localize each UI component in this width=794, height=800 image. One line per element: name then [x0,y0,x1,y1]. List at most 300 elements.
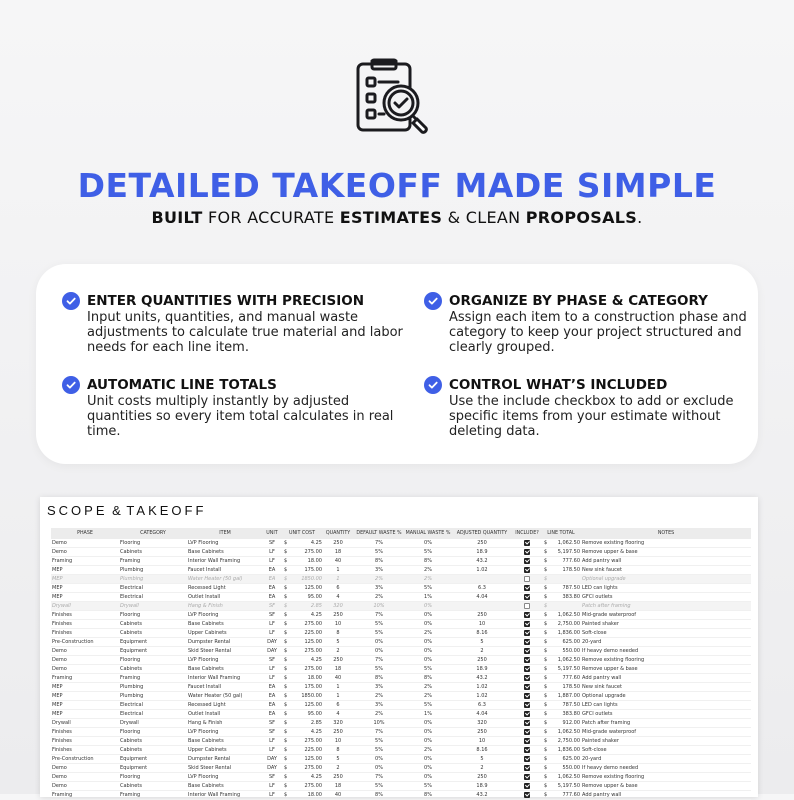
item-cell[interactable]: Hang & Finish [187,719,263,728]
unit-cell[interactable]: SF [263,611,281,620]
unit-cell[interactable]: LF [263,674,281,683]
manual-waste-cell[interactable]: 0% [405,620,451,629]
notes-cell[interactable]: Soft-close [581,746,751,755]
item-cell[interactable]: Recessed Light [187,584,263,593]
phase-cell[interactable]: MEP [51,701,119,710]
phase-cell[interactable]: Pre-Construction [51,638,119,647]
unit-cost-cell[interactable] [281,773,323,782]
default-waste-cell[interactable]: 5% [353,665,405,674]
manual-waste-cell[interactable]: 0% [405,737,451,746]
default-waste-cell[interactable]: 5% [353,737,405,746]
default-waste-cell[interactable]: 10% [353,719,405,728]
default-waste-cell[interactable]: 3% [353,566,405,575]
notes-cell[interactable]: Patch after framing [581,719,751,728]
unit-cost-cell[interactable] [281,620,323,629]
include-checkbox[interactable] [524,558,530,564]
phase-cell[interactable]: MEP [51,710,119,719]
item-cell[interactable]: LVP Flooring [187,656,263,665]
category-cell[interactable]: Flooring [119,611,187,620]
notes-cell[interactable]: If heavy demo needed [581,647,751,656]
category-cell[interactable]: Drywall [119,602,187,611]
item-cell[interactable]: Dumpster Rental [187,638,263,647]
unit-cost-cell[interactable] [281,683,323,692]
include-checkbox[interactable] [524,774,530,780]
quantity-cell[interactable]: 250 [323,728,353,737]
unit-cell[interactable]: SF [263,773,281,782]
manual-waste-cell[interactable]: 2% [405,629,451,638]
column-header[interactable]: QUANTITY [323,528,353,539]
include-checkbox[interactable] [524,549,530,555]
unit-cost-cell[interactable] [281,584,323,593]
category-cell[interactable]: Cabinets [119,665,187,674]
item-cell[interactable]: Dumpster Rental [187,755,263,764]
notes-cell[interactable]: Add pantry wall [581,557,751,566]
quantity-cell[interactable]: 18 [323,782,353,791]
unit-cell[interactable]: LF [263,746,281,755]
item-cell[interactable]: Base Cabinets [187,737,263,746]
phase-cell[interactable]: Drywall [51,719,119,728]
quantity-cell[interactable]: 6 [323,701,353,710]
item-cell[interactable]: Faucet Install [187,683,263,692]
item-cell[interactable]: Interior Wall Framing [187,674,263,683]
item-cell[interactable]: Recessed Light [187,701,263,710]
unit-cost-cell[interactable] [281,611,323,620]
notes-cell[interactable]: Remove existing flooring [581,656,751,665]
default-waste-cell[interactable]: 7% [353,539,405,548]
notes-cell[interactable]: Optional upgrade [581,692,751,701]
item-cell[interactable]: LVP Flooring [187,611,263,620]
column-header[interactable]: NOTES [581,528,751,539]
unit-cell[interactable]: EA [263,701,281,710]
unit-cell[interactable]: LF [263,737,281,746]
column-header[interactable]: UNIT [263,528,281,539]
unit-cell[interactable]: LF [263,557,281,566]
notes-cell[interactable]: Patch after framing [581,602,751,611]
unit-cost-cell[interactable] [281,647,323,656]
unit-cell[interactable]: LF [263,782,281,791]
unit-cell[interactable]: LF [263,620,281,629]
notes-cell[interactable]: Remove upper & base [581,665,751,674]
manual-waste-cell[interactable]: 1% [405,710,451,719]
category-cell[interactable]: Cabinets [119,629,187,638]
category-cell[interactable]: Electrical [119,593,187,602]
item-cell[interactable]: LVP Flooring [187,728,263,737]
phase-cell[interactable]: Demo [51,782,119,791]
unit-cost-cell[interactable] [281,629,323,638]
category-cell[interactable]: Plumbing [119,692,187,701]
unit-cell[interactable]: EA [263,692,281,701]
default-waste-cell[interactable]: 7% [353,656,405,665]
item-cell[interactable]: Outlet Install [187,593,263,602]
quantity-cell[interactable]: 2 [323,647,353,656]
unit-cost-cell[interactable] [281,665,323,674]
include-checkbox[interactable] [524,792,530,798]
default-waste-cell[interactable]: 3% [353,584,405,593]
include-checkbox[interactable] [524,576,530,582]
quantity-cell[interactable]: 2 [323,764,353,773]
notes-cell[interactable]: LED can lights [581,584,751,593]
unit-cost-cell[interactable] [281,710,323,719]
default-waste-cell[interactable]: 5% [353,629,405,638]
phase-cell[interactable]: MEP [51,575,119,584]
item-cell[interactable]: Upper Cabinets [187,629,263,638]
unit-cost-cell[interactable] [281,764,323,773]
default-waste-cell[interactable]: 0% [353,647,405,656]
manual-waste-cell[interactable]: 1% [405,593,451,602]
unit-cost-cell[interactable] [281,782,323,791]
include-checkbox[interactable] [524,756,530,762]
column-header[interactable]: DEFAULT WASTE % [353,528,405,539]
manual-waste-cell[interactable]: 8% [405,557,451,566]
notes-cell[interactable]: Remove existing flooring [581,539,751,548]
item-cell[interactable]: Interior Wall Framing [187,557,263,566]
column-header[interactable]: MANUAL WASTE % [405,528,451,539]
include-checkbox[interactable] [524,630,530,636]
phase-cell[interactable]: MEP [51,593,119,602]
quantity-cell[interactable]: 5 [323,755,353,764]
unit-cell[interactable]: SF [263,728,281,737]
manual-waste-cell[interactable]: 8% [405,791,451,800]
item-cell[interactable]: LVP Flooring [187,773,263,782]
quantity-cell[interactable]: 4 [323,710,353,719]
notes-cell[interactable]: Mid-grade waterproof [581,611,751,620]
unit-cell[interactable]: SF [263,656,281,665]
quantity-cell[interactable]: 320 [323,719,353,728]
item-cell[interactable]: Skid Steer Rental [187,647,263,656]
category-cell[interactable]: Cabinets [119,620,187,629]
item-cell[interactable]: Base Cabinets [187,782,263,791]
category-cell[interactable]: Flooring [119,539,187,548]
default-waste-cell[interactable]: 2% [353,593,405,602]
quantity-cell[interactable]: 40 [323,557,353,566]
notes-cell[interactable]: 20-yard [581,755,751,764]
quantity-cell[interactable]: 10 [323,737,353,746]
manual-waste-cell[interactable]: 8% [405,674,451,683]
column-header[interactable]: LINE TOTAL [541,528,581,539]
unit-cell[interactable]: DAY [263,764,281,773]
notes-cell[interactable]: Soft-close [581,629,751,638]
default-waste-cell[interactable]: 10% [353,602,405,611]
default-waste-cell[interactable]: 8% [353,557,405,566]
manual-waste-cell[interactable]: 5% [405,548,451,557]
item-cell[interactable]: Water Heater (50 gal) [187,692,263,701]
unit-cost-cell[interactable] [281,755,323,764]
include-checkbox[interactable] [524,666,530,672]
default-waste-cell[interactable]: 0% [353,764,405,773]
manual-waste-cell[interactable]: 0% [405,719,451,728]
include-checkbox[interactable] [524,567,530,573]
default-waste-cell[interactable]: 0% [353,755,405,764]
unit-cell[interactable]: EA [263,575,281,584]
quantity-cell[interactable]: 40 [323,674,353,683]
unit-cell[interactable]: DAY [263,647,281,656]
unit-cost-cell[interactable] [281,728,323,737]
manual-waste-cell[interactable]: 0% [405,755,451,764]
notes-cell[interactable]: Optional upgrade [581,575,751,584]
manual-waste-cell[interactable]: 2% [405,683,451,692]
include-checkbox[interactable] [524,585,530,591]
category-cell[interactable]: Cabinets [119,548,187,557]
column-header[interactable]: ITEM [187,528,263,539]
quantity-cell[interactable]: 5 [323,638,353,647]
category-cell[interactable]: Framing [119,557,187,566]
default-waste-cell[interactable]: 0% [353,638,405,647]
item-cell[interactable]: Base Cabinets [187,548,263,557]
column-header[interactable]: INCLUDE? [513,528,541,539]
quantity-cell[interactable]: 320 [323,602,353,611]
phase-cell[interactable]: MEP [51,584,119,593]
item-cell[interactable]: Skid Steer Rental [187,764,263,773]
default-waste-cell[interactable]: 5% [353,746,405,755]
unit-cell[interactable]: SF [263,539,281,548]
phase-cell[interactable]: Framing [51,791,119,800]
phase-cell[interactable]: Pre-Construction [51,755,119,764]
phase-cell[interactable]: Finishes [51,611,119,620]
notes-cell[interactable]: Remove upper & base [581,782,751,791]
default-waste-cell[interactable]: 2% [353,692,405,701]
column-header[interactable]: CATEGORY [119,528,187,539]
notes-cell[interactable]: Add pantry wall [581,674,751,683]
default-waste-cell[interactable]: 5% [353,782,405,791]
default-waste-cell[interactable]: 7% [353,773,405,782]
notes-cell[interactable]: Mid-grade waterproof [581,728,751,737]
manual-waste-cell[interactable]: 5% [405,782,451,791]
item-cell[interactable]: Hang & Finish [187,602,263,611]
category-cell[interactable]: Cabinets [119,782,187,791]
quantity-cell[interactable]: 4 [323,593,353,602]
manual-waste-cell[interactable]: 0% [405,773,451,782]
item-cell[interactable]: Faucet Install [187,566,263,575]
item-cell[interactable]: Interior Wall Framing [187,791,263,800]
include-checkbox[interactable] [524,783,530,789]
unit-cost-cell[interactable] [281,746,323,755]
default-waste-cell[interactable]: 3% [353,683,405,692]
item-cell[interactable]: Upper Cabinets [187,746,263,755]
include-checkbox[interactable] [524,540,530,546]
include-checkbox[interactable] [524,747,530,753]
item-cell[interactable]: Base Cabinets [187,665,263,674]
manual-waste-cell[interactable]: 2% [405,566,451,575]
item-cell[interactable]: Water Heater (50 gal) [187,575,263,584]
phase-cell[interactable]: Demo [51,773,119,782]
category-cell[interactable]: Plumbing [119,683,187,692]
phase-cell[interactable]: Framing [51,557,119,566]
unit-cell[interactable]: EA [263,593,281,602]
unit-cost-cell[interactable] [281,692,323,701]
unit-cell[interactable]: EA [263,566,281,575]
phase-cell[interactable]: Demo [51,548,119,557]
unit-cell[interactable]: DAY [263,638,281,647]
manual-waste-cell[interactable]: 0% [405,728,451,737]
include-checkbox[interactable] [524,738,530,744]
notes-cell[interactable]: Remove upper & base [581,548,751,557]
notes-cell[interactable]: 20-yard [581,638,751,647]
include-checkbox[interactable] [524,648,530,654]
phase-cell[interactable]: Demo [51,764,119,773]
manual-waste-cell[interactable]: 2% [405,575,451,584]
include-checkbox[interactable] [524,594,530,600]
unit-cell[interactable]: SF [263,719,281,728]
category-cell[interactable]: Drywall [119,719,187,728]
quantity-cell[interactable]: 250 [323,656,353,665]
category-cell[interactable]: Equipment [119,764,187,773]
default-waste-cell[interactable]: 7% [353,728,405,737]
unit-cost-cell[interactable] [281,737,323,746]
quantity-cell[interactable]: 250 [323,539,353,548]
quantity-cell[interactable]: 1 [323,692,353,701]
manual-waste-cell[interactable]: 2% [405,746,451,755]
unit-cell[interactable]: EA [263,683,281,692]
unit-cost-cell[interactable] [281,674,323,683]
notes-cell[interactable]: New sink faucet [581,566,751,575]
column-header[interactable]: PHASE [51,528,119,539]
category-cell[interactable]: Plumbing [119,566,187,575]
manual-waste-cell[interactable]: 5% [405,665,451,674]
category-cell[interactable]: Electrical [119,701,187,710]
column-header[interactable]: ADJUSTED QUANTITY [451,528,513,539]
include-checkbox[interactable] [524,639,530,645]
unit-cell[interactable]: SF [263,602,281,611]
default-waste-cell[interactable]: 5% [353,620,405,629]
unit-cost-cell[interactable] [281,557,323,566]
unit-cost-cell[interactable] [281,593,323,602]
phase-cell[interactable]: Finishes [51,620,119,629]
include-checkbox[interactable] [524,702,530,708]
unit-cell[interactable]: LF [263,629,281,638]
quantity-cell[interactable]: 1 [323,575,353,584]
unit-cell[interactable]: EA [263,584,281,593]
phase-cell[interactable]: MEP [51,692,119,701]
quantity-cell[interactable]: 6 [323,584,353,593]
phase-cell[interactable]: Finishes [51,728,119,737]
default-waste-cell[interactable]: 7% [353,611,405,620]
column-header[interactable]: UNIT COST [281,528,323,539]
default-waste-cell[interactable]: 5% [353,548,405,557]
include-checkbox[interactable] [524,621,530,627]
category-cell[interactable]: Cabinets [119,746,187,755]
quantity-cell[interactable]: 18 [323,665,353,674]
quantity-cell[interactable]: 8 [323,746,353,755]
item-cell[interactable]: Outlet Install [187,710,263,719]
include-checkbox[interactable] [524,765,530,771]
phase-cell[interactable]: Framing [51,674,119,683]
include-checkbox[interactable] [524,684,530,690]
unit-cost-cell[interactable] [281,791,323,800]
item-cell[interactable]: Base Cabinets [187,620,263,629]
phase-cell[interactable]: Finishes [51,737,119,746]
include-checkbox[interactable] [524,603,530,609]
default-waste-cell[interactable]: 2% [353,710,405,719]
category-cell[interactable]: Flooring [119,656,187,665]
category-cell[interactable]: Electrical [119,584,187,593]
unit-cost-cell[interactable] [281,539,323,548]
notes-cell[interactable]: GFCI outlets [581,593,751,602]
notes-cell[interactable]: Add pantry wall [581,791,751,800]
include-checkbox[interactable] [524,693,530,699]
unit-cost-cell[interactable] [281,656,323,665]
unit-cell[interactable]: LF [263,665,281,674]
quantity-cell[interactable]: 8 [323,629,353,638]
unit-cost-cell[interactable] [281,548,323,557]
category-cell[interactable]: Equipment [119,755,187,764]
phase-cell[interactable]: Demo [51,539,119,548]
manual-waste-cell[interactable]: 5% [405,701,451,710]
category-cell[interactable]: Cabinets [119,737,187,746]
default-waste-cell[interactable]: 3% [353,701,405,710]
include-checkbox[interactable] [524,657,530,663]
notes-cell[interactable]: LED can lights [581,701,751,710]
phase-cell[interactable]: Demo [51,665,119,674]
category-cell[interactable]: Equipment [119,638,187,647]
quantity-cell[interactable]: 250 [323,773,353,782]
phase-cell[interactable]: Demo [51,656,119,665]
unit-cost-cell[interactable] [281,719,323,728]
unit-cell[interactable]: EA [263,710,281,719]
include-checkbox[interactable] [524,729,530,735]
unit-cost-cell[interactable] [281,602,323,611]
unit-cost-cell[interactable] [281,566,323,575]
manual-waste-cell[interactable]: 0% [405,539,451,548]
category-cell[interactable]: Flooring [119,773,187,782]
category-cell[interactable]: Equipment [119,647,187,656]
quantity-cell[interactable]: 1 [323,566,353,575]
manual-waste-cell[interactable]: 0% [405,611,451,620]
unit-cell[interactable]: LF [263,548,281,557]
unit-cell[interactable]: DAY [263,755,281,764]
item-cell[interactable]: LVP Flooring [187,539,263,548]
include-checkbox[interactable] [524,711,530,717]
manual-waste-cell[interactable]: 0% [405,638,451,647]
unit-cell[interactable]: LF [263,791,281,800]
notes-cell[interactable]: GFCI outlets [581,710,751,719]
unit-cost-cell[interactable] [281,575,323,584]
quantity-cell[interactable]: 18 [323,548,353,557]
category-cell[interactable]: Plumbing [119,575,187,584]
category-cell[interactable]: Electrical [119,710,187,719]
default-waste-cell[interactable]: 2% [353,575,405,584]
category-cell[interactable]: Flooring [119,728,187,737]
include-checkbox[interactable] [524,675,530,681]
category-cell[interactable]: Framing [119,674,187,683]
phase-cell[interactable]: MEP [51,566,119,575]
notes-cell[interactable]: If heavy demo needed [581,764,751,773]
phase-cell[interactable]: Demo [51,647,119,656]
include-checkbox[interactable] [524,720,530,726]
phase-cell[interactable]: Finishes [51,746,119,755]
phase-cell[interactable]: Finishes [51,629,119,638]
category-cell[interactable]: Framing [119,791,187,800]
manual-waste-cell[interactable]: 0% [405,764,451,773]
quantity-cell[interactable]: 10 [323,620,353,629]
unit-cost-cell[interactable] [281,701,323,710]
manual-waste-cell[interactable]: 5% [405,584,451,593]
default-waste-cell[interactable]: 8% [353,674,405,683]
notes-cell[interactable]: Remove existing flooring [581,773,751,782]
default-waste-cell[interactable]: 8% [353,791,405,800]
include-checkbox[interactable] [524,612,530,618]
manual-waste-cell[interactable]: 0% [405,602,451,611]
unit-cost-cell[interactable] [281,638,323,647]
manual-waste-cell[interactable]: 0% [405,656,451,665]
quantity-cell[interactable]: 1 [323,683,353,692]
phase-cell[interactable]: MEP [51,683,119,692]
notes-cell[interactable]: New sink faucet [581,683,751,692]
quantity-cell[interactable]: 250 [323,611,353,620]
notes-cell[interactable]: Painted shaker [581,737,751,746]
manual-waste-cell[interactable]: 2% [405,692,451,701]
manual-waste-cell[interactable]: 0% [405,647,451,656]
phase-cell[interactable]: Drywall [51,602,119,611]
